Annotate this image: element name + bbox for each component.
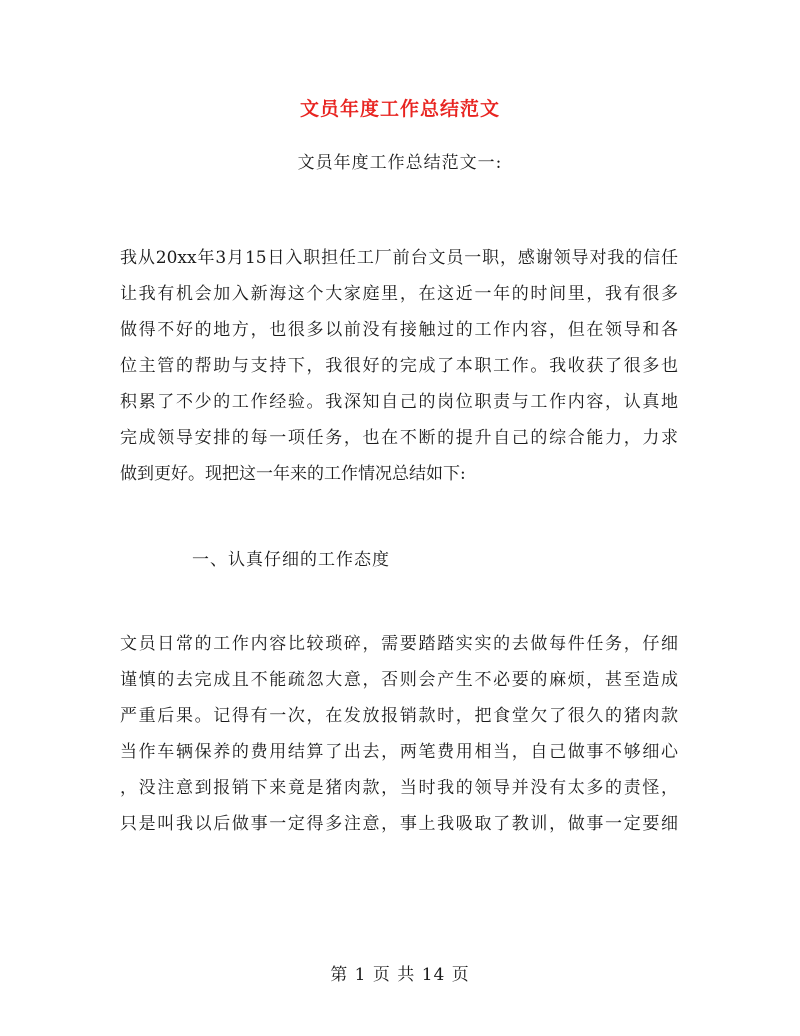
text-line: 积累了不少的工作经验。我深知自己的岗位职责与工作内容，认真地: [120, 392, 678, 412]
paragraph-intro: [120, 240, 678, 492]
page-number-footer: 第 1 页 共 14 页: [330, 965, 470, 985]
text-line: 当作车辆保养的费用结算了出去，两笔费用相当，自己做事不够细心: [120, 742, 678, 762]
text-line: 只是叫我以后做事一定得多注意，事上我吸取了教训，做事一定要细: [120, 814, 678, 834]
text-line: 严重后果。记得有一次，在发放报销款时，把食堂欠了很久的猪肉款: [120, 706, 678, 726]
text-line: ，没注意到报销下来竟是猪肉款，当时我的领导并没有太多的责怪，: [120, 778, 678, 798]
section-heading: 一、认真仔细的工作态度: [192, 550, 390, 570]
text-line: 做得不好的地方，也很多以前没有接触过的工作内容，但在领导和各: [120, 320, 678, 340]
text-line: 我从20xx年3月15日入职担任工厂前台文员一职，感谢领导对我的信任: [120, 248, 678, 268]
page-title: 文员年度工作总结范文: [299, 98, 500, 120]
text-line: 做到更好。现把这一年来的工作情况总结如下:: [120, 464, 466, 484]
page-subtitle: 文员年度工作总结范文一:: [297, 153, 503, 173]
text-line: 谨慎的去完成且不能疏忽大意，否则会产生不必要的麻烦，甚至造成: [120, 670, 678, 690]
text-line: 文员日常的工作内容比较琐碎，需要踏踏实实的去做每件任务，仔细: [120, 634, 678, 654]
text-line: 位主管的帮助与支持下，我很好的完成了本职工作。我收获了很多也: [120, 356, 678, 376]
text-line: 完成领导安排的每一项任务，也在不断的提升自己的综合能力，力求: [120, 428, 678, 448]
text-line: 让我有机会加入新海这个大家庭里，在这近一年的时间里，我有很多: [120, 284, 678, 304]
paragraph-attitude: [120, 626, 678, 842]
